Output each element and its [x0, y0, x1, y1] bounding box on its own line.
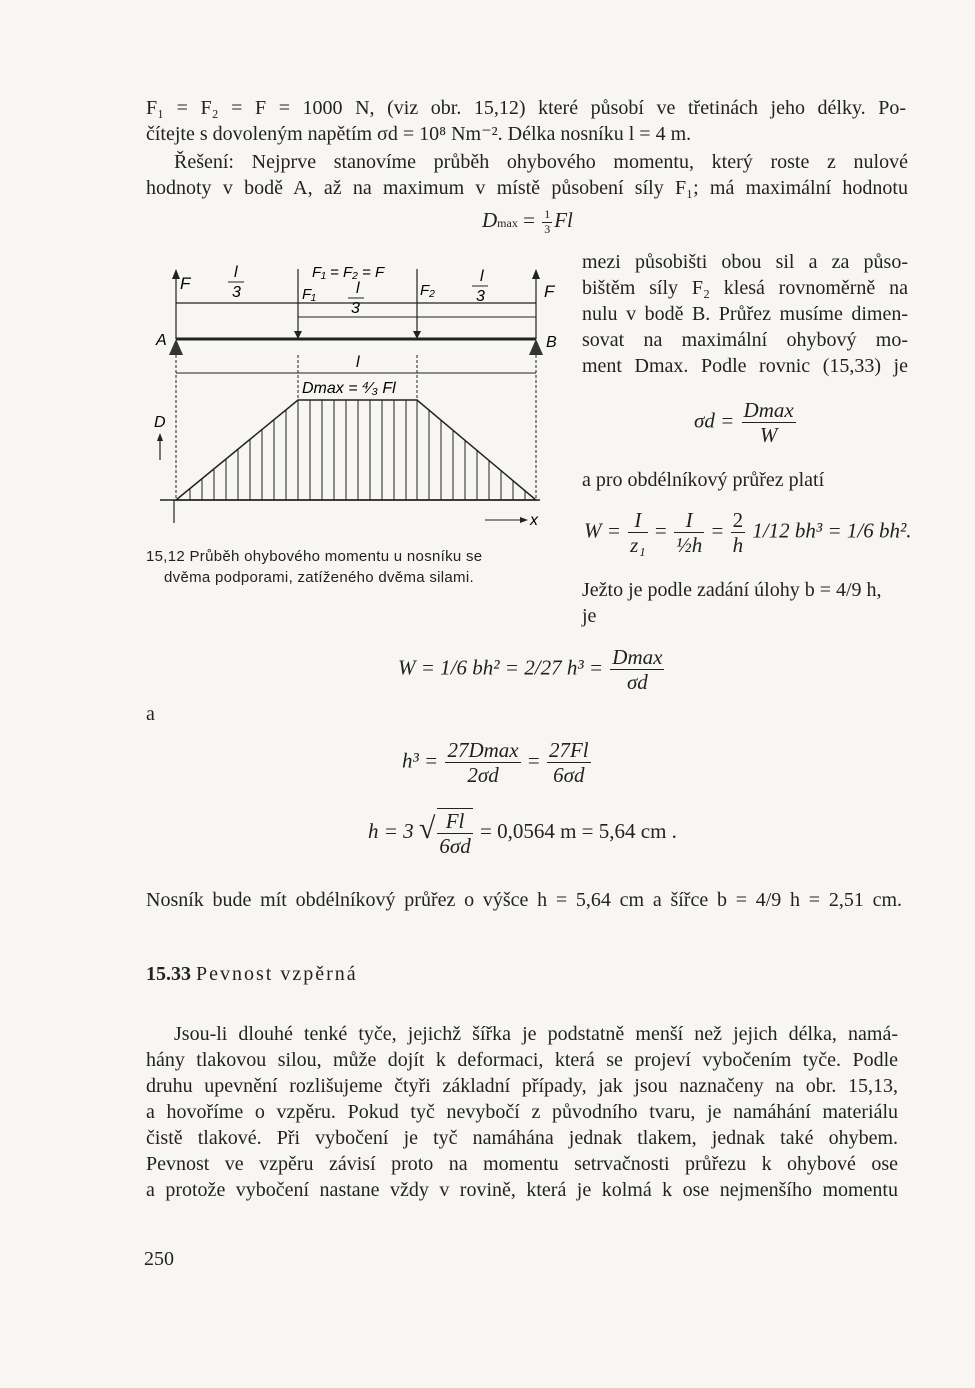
- label-F-right: F: [544, 282, 555, 301]
- label-3-a: 3: [232, 284, 241, 301]
- text-line-2: čítejte s dovoleným napětím σd = 10⁸ Nm⁻². Délka nosníku l = 4 m.: [146, 123, 692, 145]
- label-F-left: F: [180, 274, 191, 293]
- body-line-6: Pevnost ve vzpěru závisí proto na momentu setrvačnosti průřezu k ohybové ose: [146, 1153, 898, 1175]
- body-line-7: a protože vybočení nastane vždy v rovině, která je kolmá k ose nejmenšího momentu: [146, 1179, 898, 1201]
- label-D: D: [154, 414, 166, 431]
- result-text: Nosník bude mít obdélníkový průřez o výšce h = 5,64 cm a šířce b = 4/9 h = 2,51 cm.: [146, 889, 902, 911]
- label-l-third-3: l: [480, 268, 484, 285]
- text-line-3: Řešení: Nejprve stanovíme průběh ohybového momentu, který roste z nulové: [174, 151, 908, 173]
- label-l-third-1: l: [234, 264, 238, 281]
- equation-h: h = 3 √ $\frac{Fl}{6\sigma d}$ = 0,0564 m = 5,64 cm .: [368, 809, 677, 859]
- label-F1: F₁: [302, 286, 316, 303]
- label-3-c: 3: [476, 288, 485, 305]
- bending-moment-figure: [150, 255, 570, 545]
- label-l-third-2: l: [356, 280, 360, 297]
- right-text-3: nulu v bodě B. Průřez musíme dimen-: [582, 303, 908, 325]
- figure-caption-1: 15,12 Průběh ohybového momentu u nosníku se: [146, 548, 483, 565]
- equation-dmax: Dmax = $\frac{1}{3}$ Fl: [482, 207, 573, 236]
- label-3-b: 3: [351, 300, 360, 317]
- equation-h3: h³ = $\frac{27Dmax}{2\sigma d}$ = $\frac{27Fl}{6\sigma d}$: [402, 738, 589, 788]
- right-text-4: sovat na maximální ohybový mo-: [582, 329, 908, 351]
- margin-a: a: [146, 703, 155, 725]
- section-heading: 15.33 Pevnost vzpěrná: [146, 963, 358, 985]
- label-F2: F₂: [420, 282, 435, 299]
- label-B: B: [546, 334, 557, 351]
- body-line-3: druhu upevnění rozlišujeme čtyři základní případy, jak jsou naznačeny na obr. 15,13,: [146, 1075, 898, 1097]
- label-l-total: l: [356, 354, 360, 371]
- label-F-eq: F₁ = F₂ = F: [312, 264, 385, 281]
- body-line-1: Jsou-li dlouhé tenké tyče, jejichž šířka je podstatně menší než jejich délka, namá-: [174, 1023, 898, 1045]
- body-line-2: hány tlakovou silou, může dojít k deformaci, která se projeví vybočením tyče. Podle: [146, 1049, 898, 1071]
- equation-w2: W = 1/6 bh² = 2/27 h³ = $\frac{Dmax}{\sigma d}$: [398, 645, 663, 695]
- body-line-4: a hovoříme o vzpěru. Pokud tyč nevybočí z původního tvaru, je namáhání materiálu: [146, 1101, 898, 1123]
- text-line-1: F₁ = F₂ = F = 1000 N, (viz obr. 15,12) které působí ve třetinách jeho délky. Po-: [146, 97, 906, 119]
- page-number: 250: [144, 1248, 174, 1270]
- figure-caption-2: dvěma podporami, zatíženého dvěma silami.: [164, 569, 474, 586]
- right-text-1: mezi působišti obou sil a za půso-: [582, 251, 908, 273]
- right-text-8: je: [582, 605, 597, 627]
- right-text-2: bištěm síly F₂ klesá rovnoměrně na: [582, 277, 908, 299]
- right-text-6: a pro obdélníkový průřez platí: [582, 469, 825, 491]
- text-line-4: hodnoty v bodě A, až na maximum v místě působení síly F₁; má maximální hodnotu: [146, 177, 908, 199]
- label-dmax: Dmax = ⁴⁄₃ Fl: [302, 380, 396, 397]
- body-line-5: čistě tlakové. Při vybočení je tyč namáhána jednak tlakem, jednak také ohybem.: [146, 1127, 898, 1149]
- label-x: x: [530, 512, 538, 529]
- right-text-7: Ježto je podle zadání úlohy b = 4/9 h,: [582, 579, 882, 601]
- label-A: A: [156, 332, 167, 349]
- right-text-5: ment Dmax. Podle rovnic (15,33) je: [582, 355, 908, 377]
- equation-w: W = $\frac{I}{\text{z₁}}$ = $\frac{I}{\text{½h}}$ = $\frac{2}{h}$ 1/12 bh³ = 1/6 bh².: [584, 508, 912, 558]
- equation-sigma: σd = $\frac{Dmax}{W}$: [694, 398, 794, 448]
